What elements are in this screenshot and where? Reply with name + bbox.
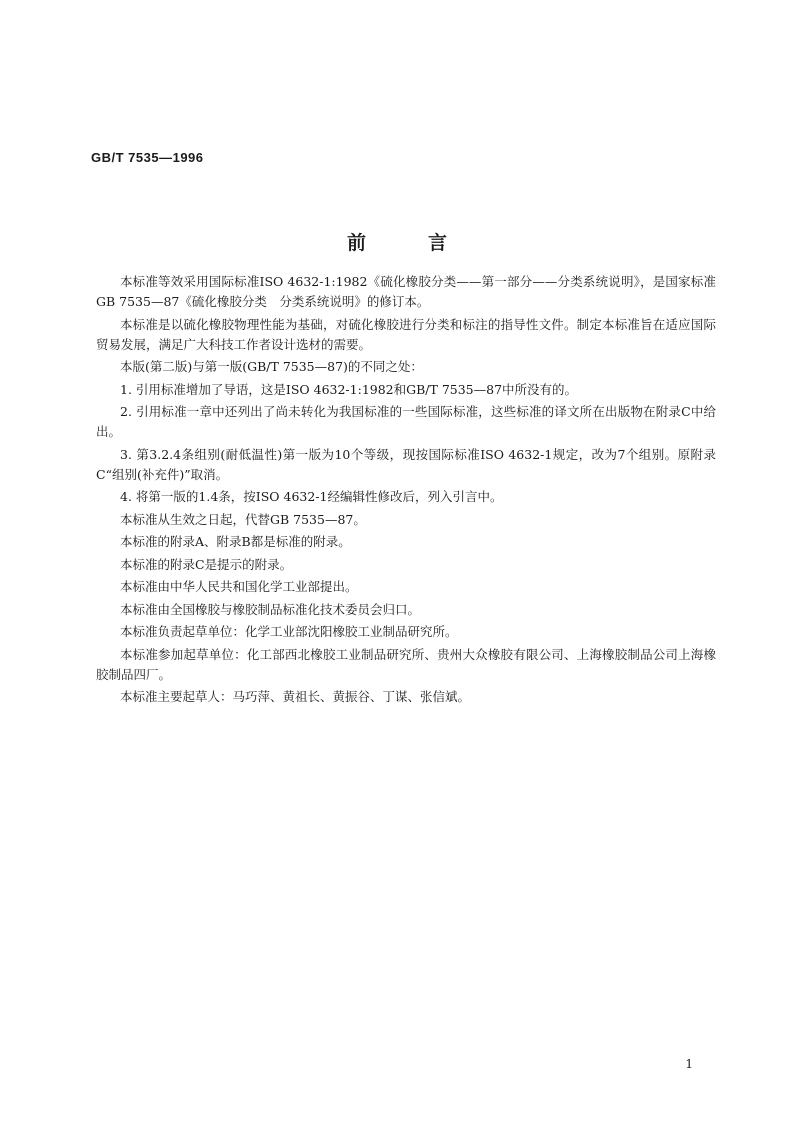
paragraph-drafters: 本标准主要起草人：马巧萍、黄祖长、黄振谷、丁谋、张信斌。 (120, 689, 471, 704)
standard-code: GB/T 7535—1996 (91, 150, 204, 165)
paragraph-centralized-by: 本标准由全国橡胶与橡胶制品标准化技术委员会归口。 (120, 601, 421, 617)
paragraph-adoption: 本标准等效采用国际标准ISO 4632-1:1982《硫化橡胶分类——第一部分——分类系统说明》，是国家标准GB 7535—87《硫化橡胶分类 分类系统说明》的修订本。 (96, 274, 716, 309)
paragraph-differences-intro: 本版(第二版)与第一版(GB/T 7535—87)的不同之处： (120, 359, 423, 374)
foreword-body (96, 272, 716, 710)
paragraph-informative-annex: 本标准的附录C是提示的附录。 (120, 556, 293, 572)
list-item-difference-1: 1. 引用标准增加了导语，这是ISO 4632-1:1982和GB/T 7535—87中所没有的。 (120, 381, 578, 397)
paragraph-drafting-unit: 本标准负责起草单位：化学工业部沈阳橡胶工业制品研究所。 (120, 624, 458, 639)
paragraph-normative-annexes: 本标准的附录A、附录B都是标准的附录。 (120, 534, 351, 549)
page-title: 前言 (346, 232, 509, 254)
paragraph-effective: 本标准从生效之日起，代替GB 7535—87。 (120, 511, 366, 527)
list-item-difference-4: 4. 将第一版的1.4条，按ISO 4632-1经编辑性修改后，列入引言中。 (120, 489, 503, 504)
paragraph-proposed-by: 本标准由中华人民共和国化学工业部提出。 (120, 579, 358, 594)
paragraph-participating-units: 本标准参加起草单位：化工部西北橡胶工业制品研究所、贵州大众橡胶有限公司、上海橡胶制品公司上海橡胶制品四厂。 (96, 646, 716, 682)
list-item-difference-3: 3. 第3.2.4条组别(耐低温性)第一版为10个等级，现按国际标准ISO 4632-1规定，改为7个组别。原附录C“组别(补充件)”取消。 (96, 446, 716, 482)
list-item-difference-2: 2. 引用标准一章中还列出了尚未转化为我国标准的一些国际标准，这些标准的译文所在出版物在附录C中给出。 (96, 404, 716, 439)
paragraph-purpose: 本标准是以硫化橡胶物理性能为基础，对硫化橡胶进行分类和标注的指导性文件。制定本标准旨在适应国际贸易发展，满足广大科技工作者设计选材的需要。 (96, 316, 716, 352)
page-number: 1 (685, 1057, 693, 1071)
